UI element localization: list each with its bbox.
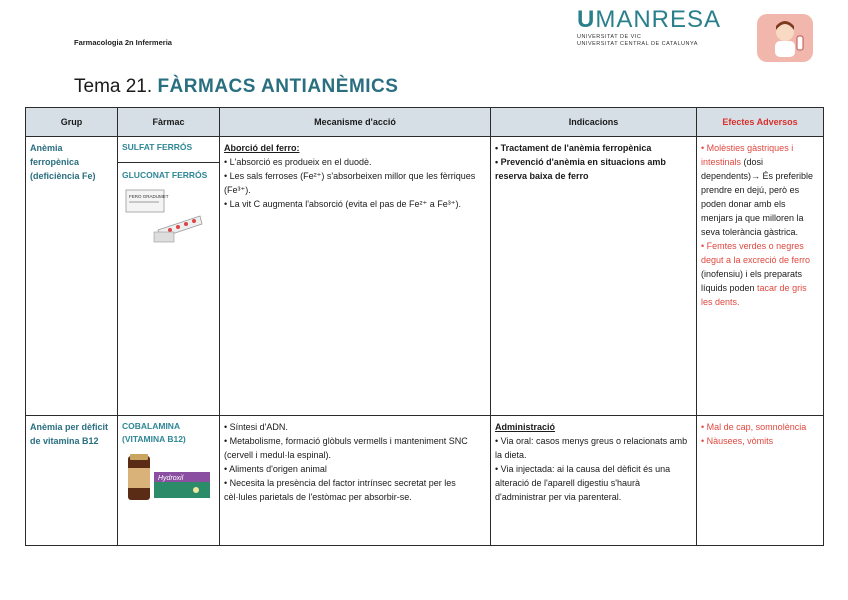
- box-label: FERO GRADUMET: [129, 194, 169, 199]
- header-mecanisme: Mecanisme d'acció: [220, 108, 491, 137]
- title-main: FÀRMACS ANTIANÈMICS: [157, 76, 399, 97]
- indicacions-heading: Administració: [495, 422, 556, 432]
- cell-grup: Anèmia ferropènica (deficiència Fe): [26, 137, 118, 416]
- farmac-gluconat: GLUCONAT FERRÓS: [122, 170, 208, 180]
- title-prefix: Tema 21.: [74, 76, 153, 97]
- cell-farmac: [118, 137, 220, 416]
- cell-mecanisme: [220, 137, 491, 416]
- header-grup: Grup: [26, 108, 118, 137]
- indicacio-item: • Prevenció d'anèmia en situacions amb reserva baixa de ferro: [495, 157, 666, 181]
- drug-table: [25, 107, 824, 546]
- mecanisme-item: • Metabolisme, formació glòbuls vermells i manteniment SNC (cervell i medul·la espinal).: [224, 436, 468, 460]
- mecanisme-item: • La vit C augmenta l'absorció (evita el pas de Fe²⁺ a Fe³⁺).: [224, 199, 461, 209]
- farmac-cobalamina: COBALAMINA (VITAMINA B12): [122, 421, 186, 444]
- indicacio-item: • Via oral: casos menys greus o relacionats amb la dieta.: [495, 436, 688, 460]
- header-farmac: Fàrmac: [118, 108, 220, 137]
- indicacio-item: • Via injectada: ai la causa del dèficit és una alteració de l'aparell digestiu s'haurà d'administrar per via parenteral.: [495, 464, 671, 502]
- mecanisme-item: • L'absorció es produeix en el duodè.: [224, 157, 372, 167]
- farmac-sulfat: SULFAT FERRÓS: [122, 142, 193, 152]
- efectes-item: • Mal de cap, somnolència: [701, 422, 807, 432]
- cell-indicacions: [491, 416, 697, 546]
- header-efectes: Efectes Adversos: [697, 108, 824, 137]
- page-title: [74, 76, 398, 98]
- cell-efectes: [697, 416, 824, 546]
- mecanisme-heading: Aborció del ferro:: [224, 143, 300, 153]
- efectes-text: • Molèsties gàstriques i intestinals (dosi dependents)→ És preferible prendre en dejú, però es poden donar amb els menjars ja que milloren la seva tolerància gàstrica.: [701, 143, 814, 237]
- cell-efectes: [697, 137, 824, 416]
- table-header-row: [26, 108, 824, 137]
- header-indicacions: Indicacions: [491, 108, 697, 137]
- logo-sub-1: UNIVERSITAT DE VIC: [577, 34, 642, 40]
- logo-sub-2: UNIVERSITAT CENTRAL DE CATALUNYA: [577, 41, 698, 47]
- efectes-item: • Nàusees, vòmits: [701, 436, 774, 446]
- mecanisme-item: • Necesita la presència del factor intrínsec secretat per les cèl·lules parietals de l'estòmac per absorbir-se.: [224, 478, 456, 502]
- b12-label: Hydroxil: [158, 475, 184, 482]
- indicacio-item: • Tractament de l'anèmia ferropènica: [495, 143, 652, 153]
- efectes-text: • Femtes verdes o negres degut a la excreció de ferro (inofensiu) i els preparats líquids poden tacar de gris les dents.: [701, 241, 811, 307]
- course-header: Farmacologia 2n Infermeria: [74, 38, 172, 47]
- mascot-image: [757, 14, 813, 62]
- cell-farmac: [118, 416, 220, 546]
- logo-name: MANRESA: [595, 6, 722, 33]
- cell-grup: Anèmia per dèficit de vitamina B12: [26, 416, 118, 546]
- table-row: [26, 416, 824, 546]
- drug-box-image: [124, 188, 204, 246]
- mecanisme-item: • Les sals ferroses (Fe²⁺) s'absorbeixen millor que les fèrriques (Fe³⁺).: [224, 171, 476, 195]
- mecanisme-item: • Aliments d'origen animal: [224, 464, 327, 474]
- cell-mecanisme: [220, 416, 491, 546]
- mecanisme-item: • Síntesi d'ADN.: [224, 422, 288, 432]
- university-logo: [577, 8, 727, 64]
- logo-u: U: [577, 6, 596, 33]
- b12-product-image: [124, 452, 214, 508]
- table-row: [26, 137, 824, 416]
- cell-indicacions: [491, 137, 697, 416]
